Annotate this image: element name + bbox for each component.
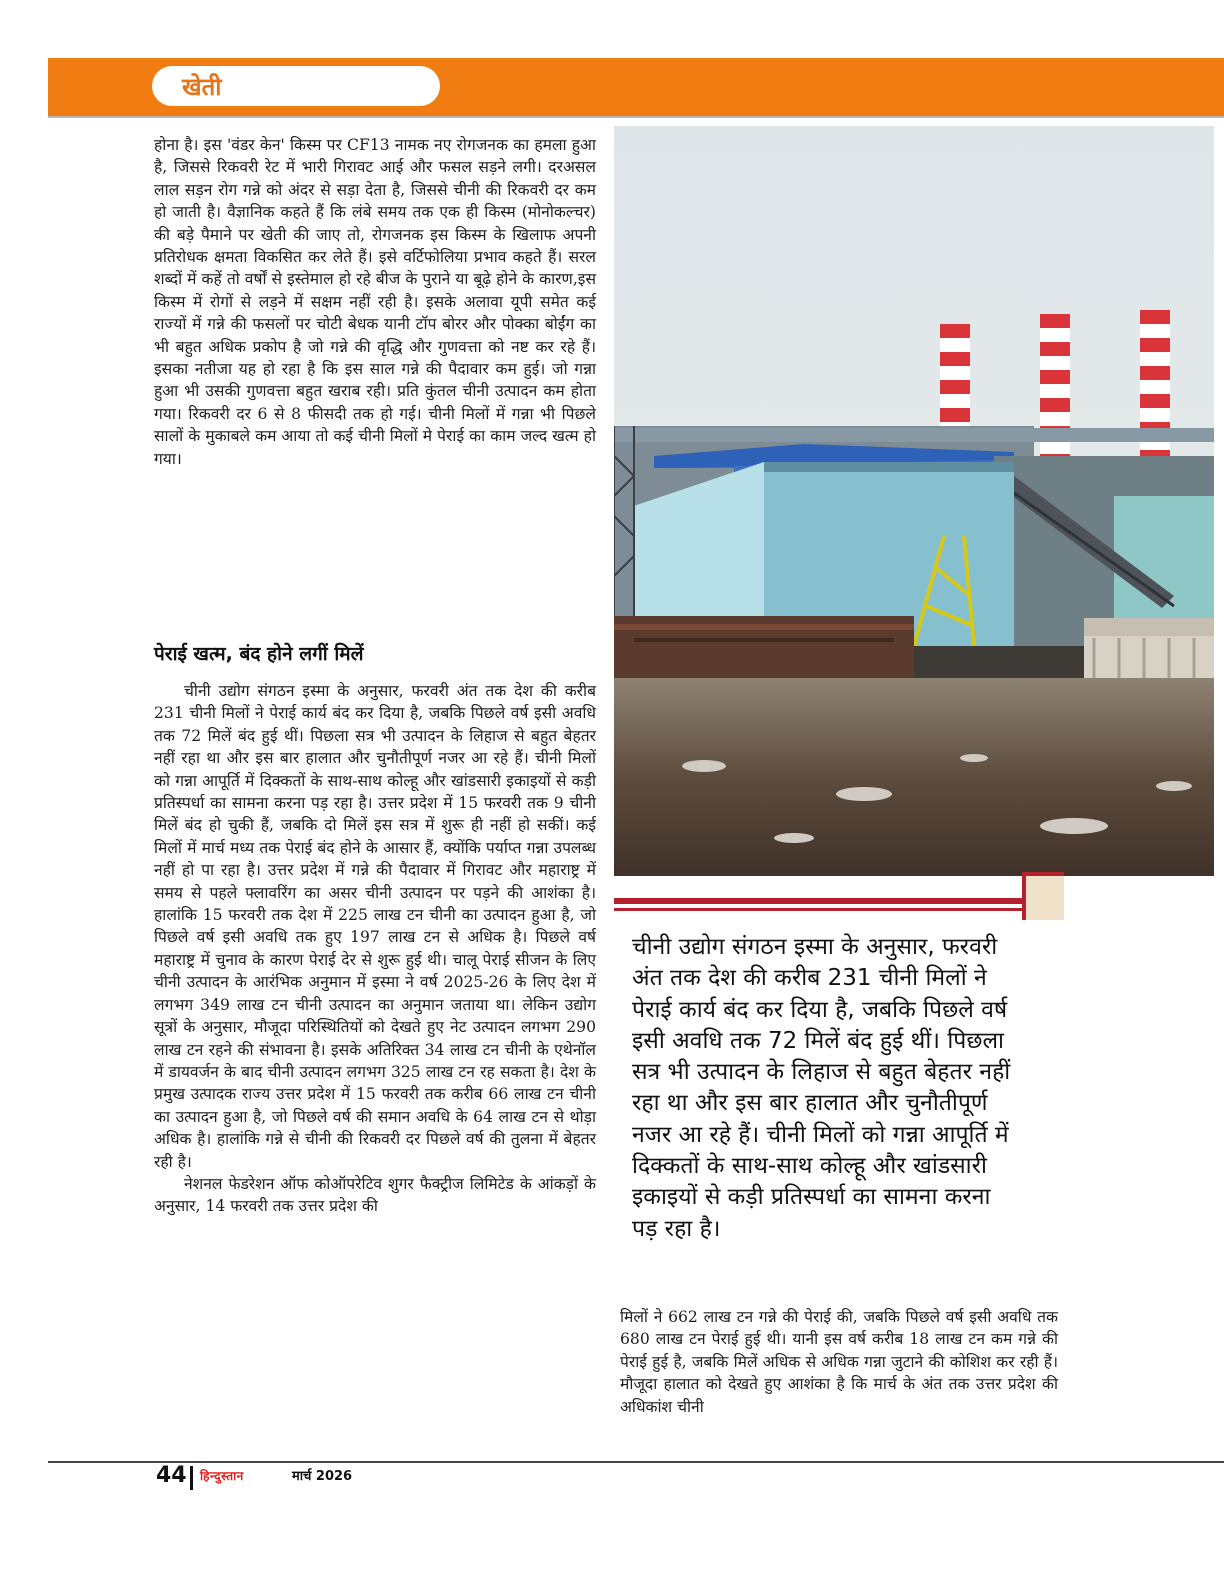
left-column-top	[154, 134, 596, 470]
right-column-body	[620, 1306, 1058, 1418]
pullquote-corner-block	[1022, 872, 1064, 920]
section-tab	[152, 66, 440, 106]
footer-divider	[190, 1466, 193, 1490]
paragraph-up-mills: मिलों ने 662 लाख टन गन्ने की पेराई की, जबकि पिछले वर्ष इसी अवधि तक 680 लाख टन पेराई हुई थी। यानी इस वर्ष करीब 18 लाख टन कम गन्ने की पेराई हुई है, जबकि मिलें अधिक से अधिक गन्ना जुटाने की कोशिश कर रही हैं। मौजूदा हालात को देखते हुए आशंका है कि मार्च के अंत तक उत्तर प्रदेश की अधिकांश चीनी	[620, 1308, 1058, 1416]
paragraph-isma: चीनी उद्योग संगठन इस्मा के अनुसार, फरवरी अंत तक देश की करीब 231 चीनी मिलों ने पेराई कार्य बंद कर दिया है, जबकि पिछले वर्ष इसी अवधि तक 72 मिलें बंद हुई थीं। पिछला सत्र भी उत्पादन के लिहाज से बहुत बेहतर नहीं रहा था और इस बार हालात और चुनौतीपूर्ण नजर आ रहे हैं। चीनी मिलों को गन्ना आपूर्ति में दिक्कतों के साथ-साथ कोल्हू और खांडसारी इकाइयों से कड़ी प्रतिस्पर्धा का सामना करना पड़ रहा है। उत्तर प्रदेश में 15 फरवरी तक 9 चीनी मिलें बंद हो चुकी हैं, जबकि दो मिलें इस सत्र में शुरू ही नहीं हो सकीं। कई मिलों में मार्च मध्य तक पेराई बंद होने के आसार हैं, क्योंकि पर्याप्त गन्ना उपलब्ध नहीं हो पा रहा है। उत्तर प्रदेश में गन्ने की पैदावार में गिरावट और महाराष्ट्र में समय से पहले फ्लावरिंग का असर चीनी उत्पादन पर पड़ने की आशंका है। हालांकि 15 फरवरी तक देश में 225 लाख टन चीनी का उत्पादन हुआ है, जो पिछले वर्ष इसी अवधि तक हुए 197 लाख टन से अधिक है। पिछले वर्ष महाराष्ट्र में चुनाव के कारण पेराई देर से शुरू हुई थी। चालू पेराई सीजन के लिए चीनी उत्पादन के आरंभिक अनुमान में इस्मा ने वर्ष 2025-26 के लिए देश में लगभग 349 लाख टन चीनी उत्पादन का अनुमान जताया था। लेकिन उद्योग सूत्रों के अनुसार, मौजूदा परिस्थितियों को देखते हुए नेट उत्पादन लगभग 290 लाख टन रहने की संभावना है। इसके अतिरिक्त 34 लाख टन चीनी के एथेनॉल में डायवर्जन के बाद चीनी उत्पादन लगभग 325 लाख टन रह सकता है। देश के प्रमुख उत्पादक राज्य उत्तर प्रदेश में 15 फरवरी तक करीब 66 लाख टन चीनी का उत्पादन हुआ है, जो पिछले वर्ष की समान अवधि के 64 लाख टन से थोड़ा अधिक है। हालांकि गन्ने से चीनी की रिकवरी दर पिछले वर्ष की तुलना में बेहतर रही है।	[154, 682, 597, 1171]
pullquote-rule-thin	[614, 908, 1060, 911]
issue-date: मार्च 2026	[292, 1469, 353, 1484]
pull-quote: चीनी उद्योग संगठन इस्मा के अनुसार, फरवरी अंत तक देश की करीब 231 चीनी मिलों ने पेराई कार्य बंद कर दिया है, जबकि पिछले वर्ष इसी अवधि तक 72 मिलें बंद हुई थीं। पिछला सत्र भी उत्पादन के लिहाज से बहुत बेहतर नहीं रहा था और इस बार हालात और चुनौतीपूर्ण नजर आ रहे हैं। चीनी मिलों को गन्ना आपूर्ति में दिक्कतों के साथ-साथ कोल्हू और खांडसारी इकाइयों से कड़ी प्रतिस्पर्धा का सामना करना पड़ रहा है।	[632, 934, 1011, 1242]
subheading: पेराई खत्म, बंद होने लगीं मिलें	[154, 643, 364, 665]
page-number: 44	[156, 1463, 187, 1488]
header-rule	[48, 116, 1224, 118]
paragraph-intro: होना है। इस 'वंडर केन' किस्म पर CF13 नामक नए रोगजनक का हमला हुआ है, जिससे रिकवरी रेट में भारी गिरावट आई और फसल सड़ने लगी। दरअसल लाल सड़न रोग गन्ने को अंदर से सड़ा देता है, जिससे चीनी की रिकवरी दर कम हो जाती है। वैज्ञानिक कहते हैं कि लंबे समय तक एक ही किस्म (मोनोकल्चर) की बड़े पैमाने पर खेती की जाए तो, रोगजनक इस किस्म के खिलाफ अपनी प्रतिरोधक क्षमता विकसित कर लेते हैं। इसे वर्टिफोलिया प्रभाव कहते हैं। सरल शब्दों में कहें तो वर्षों से इस्तेमाल हो रहे बीज के पुराने या बूढ़े होने के कारण,इस किस्म में रोगों से लड़ने में सक्षम नहीं रही है। इसके अलावा यूपी समेत कई राज्यों में गन्ने की फसलों पर चोटी बेधक यानी टॉप बोरर और पोक्का बोईंग का भी बहुत अधिक प्रकोप है जो गन्ने की वृद्धि और गुणवत्ता को नष्ट कर रहे हैं। इसका नतीजा यह हो रहा है कि इस साल गन्ने की पैदावार कम हुई। जो गन्ना हुआ भी उसकी गुणवत्ता बहुत खराब रही। प्रति कुंतल चीनी उत्पादन कम होता गया। रिकवरी दर 6 से 8 फीसदी तक हो गई। चीनी मिलों में गन्ना भी पिछले सालों के मुकाबले कम आया तो कई चीनी मिलों मे पेराई का काम जल्द खत्म हो गया।	[154, 136, 596, 468]
sugar-mill-photo	[614, 126, 1214, 876]
left-column-body	[154, 680, 596, 1218]
paragraph-federation: नेशनल फेडरेशन ऑफ कोऑपरेटिव शुगर फैक्ट्रीज लिमिटेड के आंकड़ों के अनुसार, 14 फरवरी तक उत्तर प्रदेश की	[154, 1174, 596, 1216]
footer-rule	[48, 1461, 1224, 1463]
pullquote-rule-top	[614, 898, 1060, 904]
section-label: खेती	[182, 73, 222, 101]
publication-logo: हिन्दुस्तान	[200, 1469, 244, 1483]
